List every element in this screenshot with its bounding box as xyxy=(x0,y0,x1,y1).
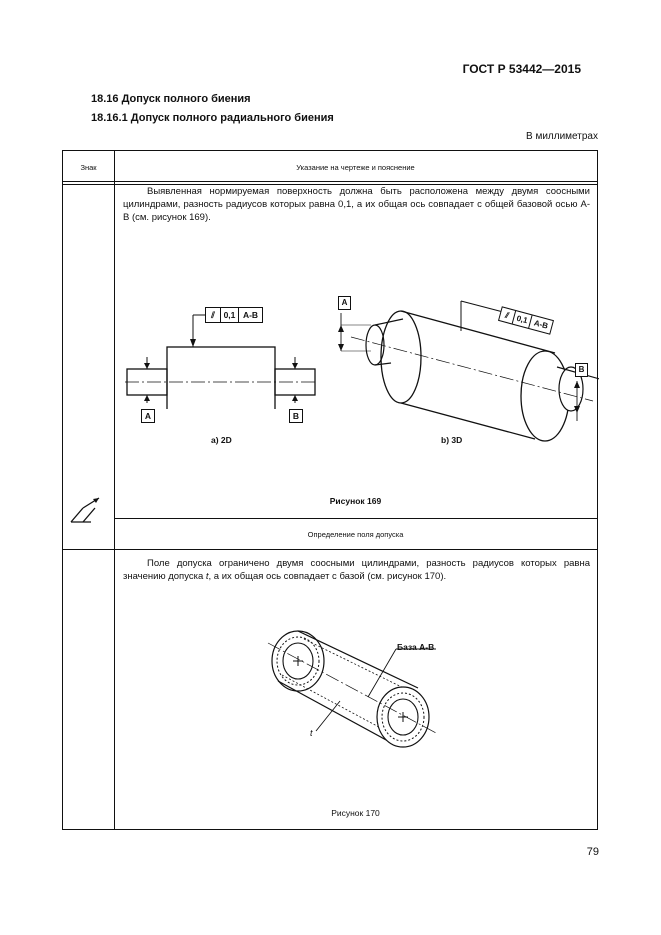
datum-reference-3d: A-B xyxy=(532,318,550,331)
paragraph-1: Выявленная нормируемая поверхность должна быть расположена между двумя соосными цилиндрами, разность радиусов которых равна 0,1, а их общая ось совпадает с общей базовой осью A-B (см. рисунок 169). xyxy=(123,186,590,223)
header-divider xyxy=(63,181,597,182)
datum-b-3d: B xyxy=(575,363,588,377)
figure-170-title: Рисунок 170 xyxy=(331,808,380,818)
section-title: 18.16 Допуск полного биения xyxy=(91,93,251,105)
label-t: t xyxy=(310,728,313,738)
total-runout-icon-3d: ⫽ xyxy=(499,307,516,323)
header-description: Указание на чертеже и пояснение xyxy=(296,163,415,172)
row-divider-2 xyxy=(63,549,597,550)
total-runout-icon: ⫽ xyxy=(206,308,221,322)
standard-number: ГОСТ Р 53442—2015 xyxy=(462,62,581,76)
paragraph-2-text-end: , а их общая ось совпадает с базой (см. рисунок 170). xyxy=(208,571,447,582)
units-note: В миллиметрах xyxy=(526,131,598,142)
paragraph-2-text: Поле допуска ограничено двумя соосными цилиндрами, разность радиусов которых равна значению допуска xyxy=(123,558,590,582)
tolerance-value: 0,1 xyxy=(221,308,239,322)
header-sign: Знак xyxy=(80,163,97,172)
datum-b-2d: B xyxy=(289,409,303,423)
page-number: 79 xyxy=(586,846,599,858)
paragraph-2-symbol: t xyxy=(205,571,209,582)
figure-169-3d-drawing xyxy=(331,289,599,449)
caption-3d: b) 3D xyxy=(441,435,463,445)
datum-reference: A-B xyxy=(242,310,259,320)
figure-170-drawing xyxy=(258,621,458,751)
tolerance-zone-heading: Определение поля допуска xyxy=(307,530,404,539)
paragraph-2 xyxy=(123,557,590,583)
datum-a-2d: A xyxy=(141,409,155,423)
subsection-title: 18.16.1 Допуск полного радиального биения xyxy=(91,112,334,124)
tolerance-value-3d: 0,1 xyxy=(513,311,533,328)
figure-169-title: Рисунок 169 xyxy=(329,496,382,506)
feature-control-frame-2d xyxy=(205,307,263,323)
tolerance-table xyxy=(62,150,598,830)
row-divider xyxy=(114,518,597,519)
caption-2d: a) 2D xyxy=(211,435,232,445)
column-divider xyxy=(114,151,115,829)
datum-a-3d: A xyxy=(338,296,351,310)
total-runout-symbol-icon xyxy=(69,496,109,526)
label-base: База A-B xyxy=(397,642,435,652)
